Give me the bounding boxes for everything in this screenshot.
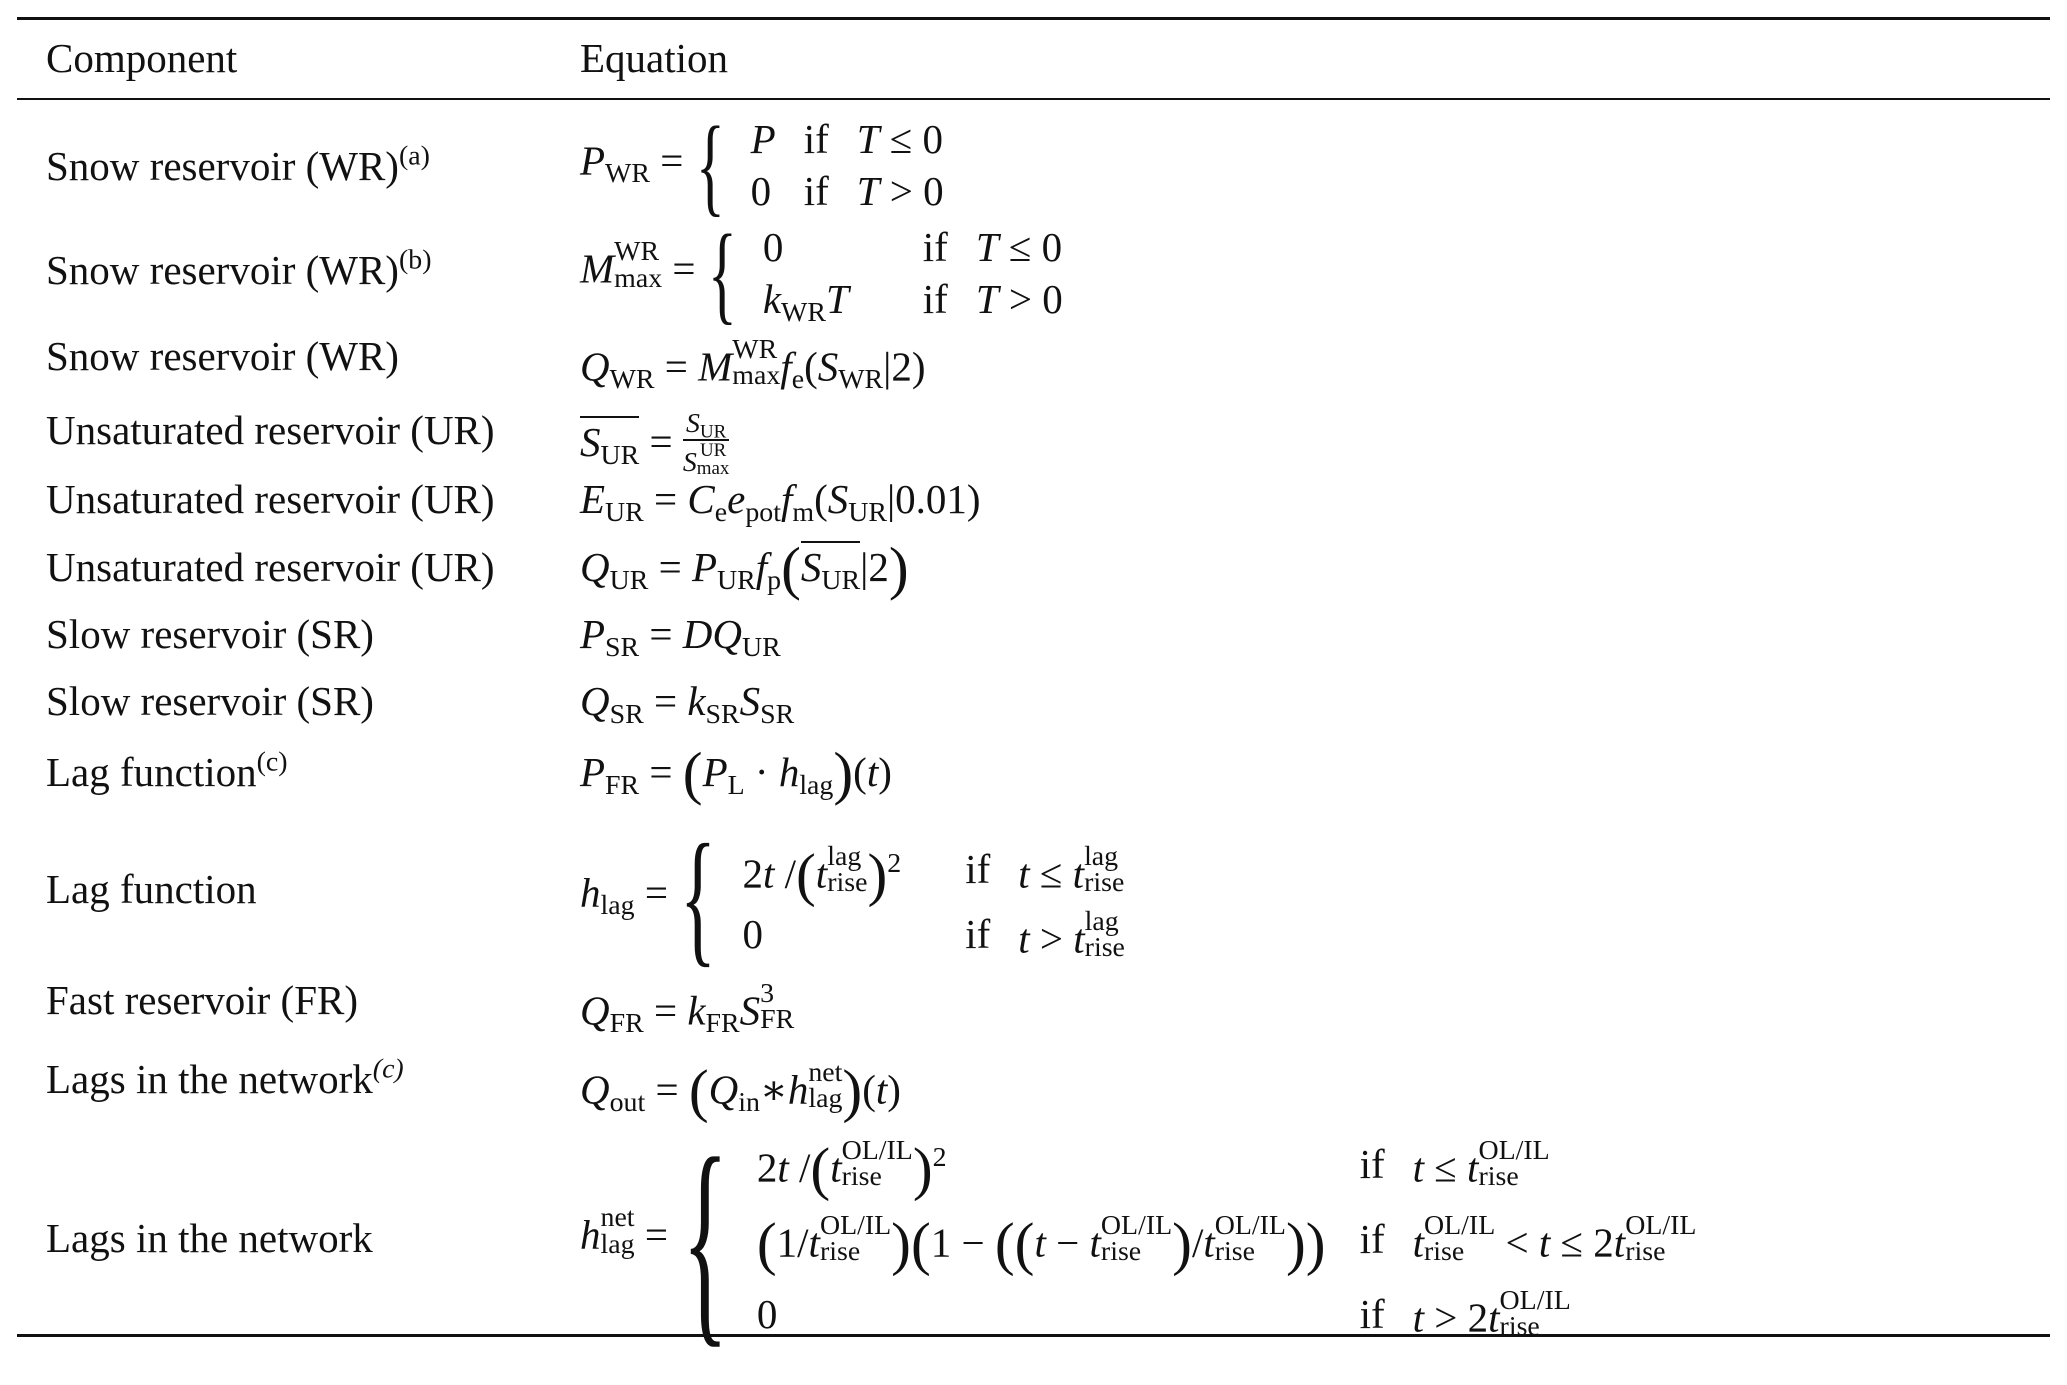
row-component: Unsaturated reservoir (UR) bbox=[46, 476, 495, 522]
column-header-equation: Equation bbox=[580, 35, 729, 81]
row-component: Lags in the network$^{(c)}$ bbox=[46, 1053, 404, 1102]
row-component: Fast reservoir (FR) bbox=[46, 977, 359, 1023]
equation-e11: $Q_{FR} = k_{FR}S$ 3 FR bbox=[580, 978, 795, 1040]
row-component: Slow reservoir (SR) bbox=[46, 678, 374, 724]
equation-e5: $E_{UR} = C_ee_{pot}f_m(S_{UR}|0.01)$ bbox=[580, 476, 981, 528]
equation-e1: $P_{WR}$ = { P if T ≤ 0 0 if T > 0 bbox=[580, 104, 944, 226]
row-component: Lag function$^{(c)}$ bbox=[46, 746, 288, 795]
equation-e4: $S_{UR}$ = $S_{UR}$ S UR max bbox=[580, 408, 730, 479]
row-component: Unsaturated reservoir (UR) bbox=[46, 407, 495, 453]
top-rule bbox=[17, 17, 2050, 20]
row-component: Unsaturated reservoir (UR) bbox=[46, 544, 495, 590]
row-component: Lag function bbox=[46, 866, 257, 912]
column-header-component: Component bbox=[46, 35, 238, 81]
row-component: Snow reservoir (WR)$^{(a)}$ bbox=[46, 140, 430, 189]
equation-e2: M WR max = { 0 if T ≤ 0 $k_{WR}T$ if T > 0 bbox=[580, 212, 1063, 334]
equation-e9: $P_{FR} = (P_L \cdot h_{lag})(t)$ bbox=[580, 740, 892, 807]
row-component: Snow reservoir (WR) bbox=[46, 333, 399, 379]
equation-e3: $Q_{WR} = M$ WR max $f_e(S_{WR}|2)$ bbox=[580, 334, 926, 396]
equation-e8: $Q_{SR} = k_{SR}S_{SR}$ bbox=[580, 678, 795, 730]
row-component: Snow reservoir (WR)$^{(b)}$ bbox=[46, 244, 432, 293]
equation-e7: $P_{SR} = DQ_{UR}$ bbox=[580, 611, 781, 663]
equation-e6: $Q_{UR} = P_{UR}f_p(S_{UR}|2)$ bbox=[580, 535, 909, 602]
row-component: Slow reservoir (SR) bbox=[46, 611, 374, 657]
equation-e13: h net lag = { 2t /(t OL/IL rise )$^2$ if t ≤ t OL/IL rise (1/t OL/IL rise )(1 − ((t − t OL/IL rise )/t OL/IL rise )) if t OL/IL rise < t ≤ 2t OL/IL rise 0 if t > 2t OL/IL rise bbox=[580, 1111, 1697, 1366]
equation-e10: $h_{lag}$ = { 2t /(t lag rise )$^2$ if t ≤ t lag rise 0 if t > t lag rise bbox=[580, 814, 1125, 980]
header-rule bbox=[17, 98, 2050, 100]
row-component: Lags in the network bbox=[46, 1215, 373, 1261]
equation-e12: $Q_{out}$ = ($Q_{in}∗h$ net lag )(t) bbox=[580, 1057, 901, 1124]
